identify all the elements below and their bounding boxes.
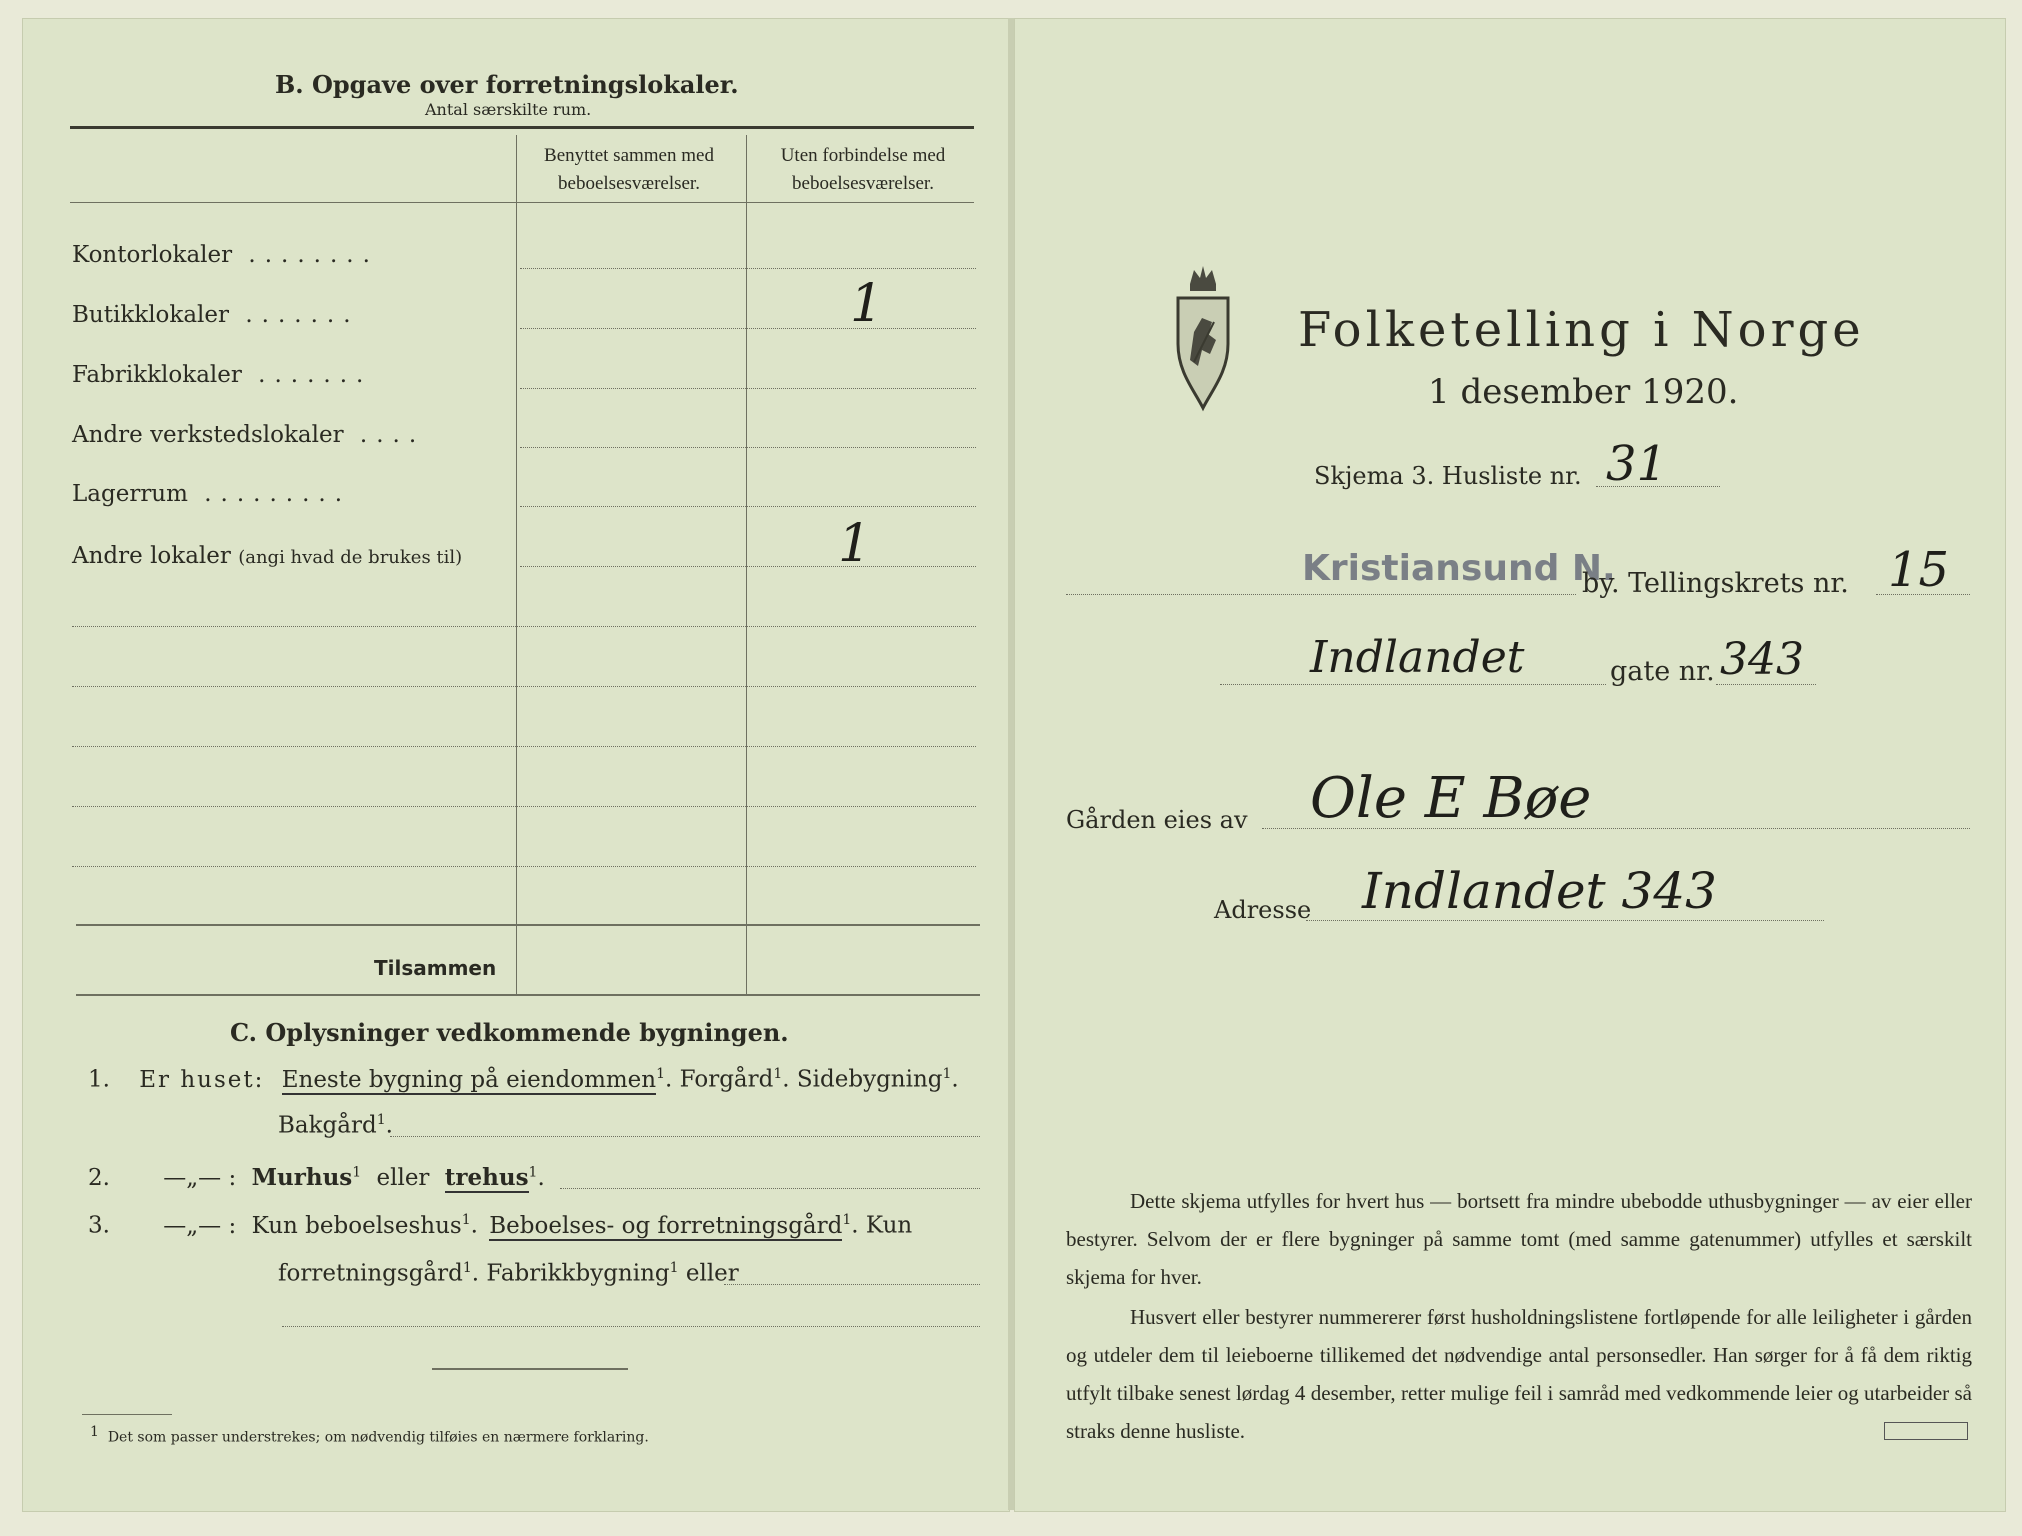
q3-option: eller <box>685 1260 739 1287</box>
instructions-p2: Husvert eller bestyrer nummererer først husholdningslistene fortløpende for alle leiligheter i gården og utdeler dem til leieboerne tillikemed det nødvendige antal personsedler. Han sørger for å få dem riktig utfylt tilbake senest lørdag 4 desember, retter mulige feil i samråd med vedkommende leier og utarbeider så straks denne husliste. <box>1066 1305 1972 1443</box>
owner-name: Ole E Bøe <box>1310 766 1592 831</box>
q1-option: . Sidebygning <box>782 1066 943 1093</box>
fill-line <box>1220 684 1606 685</box>
grid-line <box>72 866 976 867</box>
gate-label: gate nr. <box>1610 656 1715 687</box>
fill-line <box>1066 594 1576 595</box>
q2-selected-option: trehus <box>444 1164 529 1191</box>
q-lead: —„— : <box>163 1212 237 1239</box>
question-1-line2: Bakgård$^1$. <box>278 1112 393 1139</box>
grid-line <box>520 506 976 507</box>
col-header-with-rooms: Benyttet sammen med beboelsesværelser. <box>544 145 714 194</box>
fill-line <box>1596 486 1720 487</box>
section-c-title: C. Oplysninger vedkommende bygningen. <box>230 1018 789 1047</box>
section-b-subtitle: Antal særskilte rum. <box>425 100 592 119</box>
question-1: 1. Er huset: Eneste bygning på eiendommen$^1$. Forgård$^1$. Sidebygning$^1$. <box>88 1066 959 1093</box>
fill-line <box>390 1136 980 1137</box>
q3-option: . Fabrikkbygning <box>471 1260 670 1287</box>
q1-option: Bakgård <box>278 1112 377 1139</box>
fill-line <box>1876 594 1970 595</box>
q-number: 1. <box>88 1066 110 1093</box>
section-end-rule <box>432 1368 628 1370</box>
form-date: 1 desember 1920. <box>1428 372 1739 412</box>
row-label: Fabrikklokaler <box>72 362 242 388</box>
q-number: 3. <box>88 1212 110 1239</box>
q2-option: Murhus <box>251 1164 353 1191</box>
q-number: 2. <box>88 1165 110 1191</box>
grid-line <box>520 388 976 389</box>
question-3-line2: forretningsgård$^1$. Fabrikkbygning$^1$ eller <box>278 1260 739 1287</box>
q-lead: —„— : <box>163 1165 237 1191</box>
row-label: Andre verkstedslokaler <box>72 422 344 448</box>
husliste-number: 31 <box>1606 436 1668 492</box>
q3-option: . Kun <box>851 1212 913 1239</box>
norway-coat-of-arms-icon <box>1168 262 1238 412</box>
q1-option: . Forgård <box>665 1066 774 1093</box>
footnote-text: Det som passer understrekes; om nødvendig tilføies en nærmere forklaring. <box>107 1429 649 1446</box>
total-label: Tilsammen <box>374 956 497 980</box>
instructions-p1: Dette skjema utfylles for hvert hus — bortsett fra mindre ubebodde uthusbygninger — av eier eller bestyrer. Selvom der er flere bygninger på samme tomt (med samme gatenummer) utfylles et særskilt skjema for hver. <box>1066 1189 1972 1289</box>
footnote-rule <box>82 1414 172 1415</box>
col-header-without-rooms: Uten forbindelse med beboelsesværelser. <box>780 145 946 194</box>
town-stamp: Kristiansund N. <box>1302 548 1616 589</box>
fill-line <box>1716 684 1816 685</box>
grid-line <box>520 566 976 567</box>
q3-option: Kun beboelseshus <box>251 1212 462 1239</box>
row-fabrikklokaler: Fabrikklokaler ....... <box>72 362 373 388</box>
total-top-rule <box>76 924 980 926</box>
coat-of-arms <box>1168 262 1238 412</box>
grid-line <box>520 328 976 329</box>
fill-line <box>1262 828 1970 829</box>
footnote: $^1$ Det som passer understrekes; om nødvendig tilføies en nærmere forklaring. <box>90 1424 649 1446</box>
grid-line <box>72 626 976 627</box>
row-kontorlokaler: Kontorlokaler ........ <box>72 242 379 268</box>
gate-number: 343 <box>1720 634 1804 685</box>
fill-line <box>282 1326 980 1327</box>
row-verkstedslokaler: Andre verkstedslokaler .... <box>72 422 426 448</box>
section-b-title: B. Opgave over forretningslokaler. <box>275 70 739 99</box>
printer-mark <box>1884 1422 1968 1440</box>
form-title: Folketelling i Norge <box>1298 302 1865 358</box>
grid-line <box>72 806 976 807</box>
row-label: Butikklokaler <box>72 302 230 328</box>
q1-selected-option: Eneste bygning på eiendommen <box>281 1066 657 1093</box>
husliste-label: Skjema 3. Husliste nr. <box>1314 462 1582 490</box>
grid-line <box>72 746 976 747</box>
q2-mid: eller <box>376 1165 430 1191</box>
total-bottom-rule <box>76 994 980 996</box>
q3-option: forretningsgård <box>278 1260 463 1287</box>
grid-line <box>520 447 976 448</box>
question-3: 3. —„— : Kun beboelseshus$^1$. Beboelses- og forretningsgård$^1$. Kun <box>88 1212 913 1239</box>
row-label: Andre lokaler <box>72 543 231 569</box>
header-bottom-rule <box>70 202 974 203</box>
owner-label: Gården eies av <box>1066 806 1248 834</box>
row-andre-lokaler <box>72 543 462 569</box>
row-butikklokaler: Butikklokaler ....... <box>72 302 360 328</box>
tellingskrets-label: by. Tellingskrets nr. <box>1582 568 1849 599</box>
q-lead: Er huset: <box>139 1066 265 1093</box>
q3-selected-option: Beboelses- og forretningsgård <box>489 1212 843 1239</box>
grid-line <box>72 686 976 687</box>
question-2: 2. —„— : Murhus$^1$ eller trehus$^1$. <box>88 1164 545 1191</box>
row-label: Kontorlokaler <box>72 242 233 268</box>
fill-line <box>1306 920 1824 921</box>
fill-line <box>724 1284 980 1285</box>
address-value: Indlandet 343 <box>1362 862 1717 920</box>
tellingskrets-number: 15 <box>1888 542 1950 598</box>
row-label: Lagerrum <box>72 481 188 507</box>
value-andre-without: 1 <box>838 514 872 574</box>
row-lagerrum: Lagerrum ......... <box>72 481 352 507</box>
value-butikk-without: 1 <box>850 274 884 334</box>
row-note: (angi hvad de brukes til) <box>238 547 463 568</box>
table-top-rule <box>70 126 974 129</box>
fill-line <box>560 1188 980 1189</box>
address-label: Adresse <box>1214 896 1312 924</box>
street-name: Indlandet <box>1310 632 1525 683</box>
grid-line <box>520 268 976 269</box>
